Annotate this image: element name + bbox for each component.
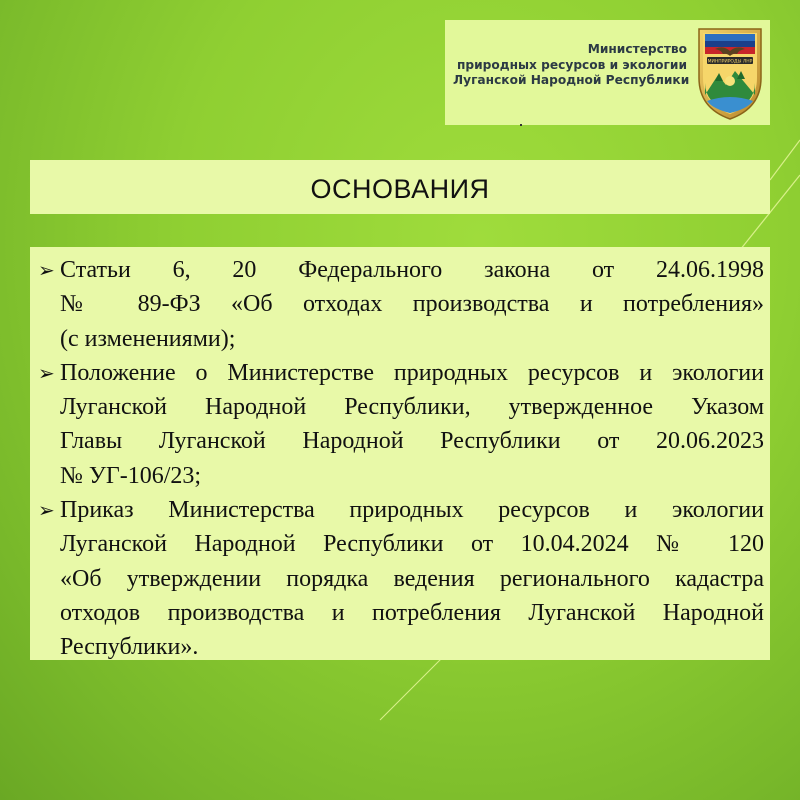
list-item-line: Приказ Министерства природных ресурсов и экологии bbox=[60, 497, 764, 524]
list-item-line: № УГ-106/23; bbox=[60, 462, 202, 489]
list-item-line: Статьи 6, 20 Федерального закона от 24.06.1998 bbox=[60, 257, 764, 283]
page-title: ОСНОВАНИЯ bbox=[310, 174, 490, 204]
list-item bbox=[38, 356, 764, 493]
ministry-header bbox=[445, 20, 770, 125]
content-panel bbox=[30, 247, 770, 660]
basis-list bbox=[38, 253, 764, 665]
title-panel bbox=[30, 160, 770, 214]
list-item-line: отходов производства и потребления Луганской Народной bbox=[60, 599, 764, 626]
arrow-bullet-icon: ➢ bbox=[38, 498, 55, 523]
list-item-line: Луганской Народной Республики, утвержденное Указом bbox=[60, 394, 764, 421]
list-item-text bbox=[60, 253, 764, 356]
ministry-name-line-1: Министерство bbox=[587, 42, 687, 56]
list-item-line: (с изменениями); bbox=[60, 325, 236, 352]
list-item bbox=[38, 253, 764, 356]
list-item-line: Положение о Министерстве природных ресурсов и экологии bbox=[60, 359, 764, 386]
list-item-line: Луганской Народной Республики от 10.04.2024 № 120 bbox=[60, 531, 764, 558]
ministry-name-line-2: природных ресурсов и экологии bbox=[456, 57, 687, 72]
ministry-name bbox=[453, 42, 690, 89]
arrow-bullet-icon: ➢ bbox=[38, 258, 55, 282]
list-item-line: № 89-ФЗ «Об отходах производства и потребления» bbox=[60, 291, 764, 318]
list-item bbox=[38, 493, 764, 664]
decorative-dot bbox=[520, 124, 522, 126]
arrow-bullet-icon: ➢ bbox=[38, 360, 55, 385]
ministry-emblem-icon bbox=[693, 23, 767, 123]
list-item-line: «Об утверждении порядка ведения регионального кадастра bbox=[60, 565, 764, 592]
ministry-name-line-3: Луганской Народной Республики bbox=[453, 73, 690, 87]
list-item-text bbox=[60, 356, 764, 493]
list-item-line: Республики». bbox=[60, 634, 199, 661]
list-item-text bbox=[60, 493, 764, 664]
list-item-line: Главы Луганской Народной Республики от 20.06.2023 bbox=[60, 428, 764, 455]
emblem-ribbon-text: МИНПРИРОДЫ ЛНР bbox=[707, 59, 753, 65]
